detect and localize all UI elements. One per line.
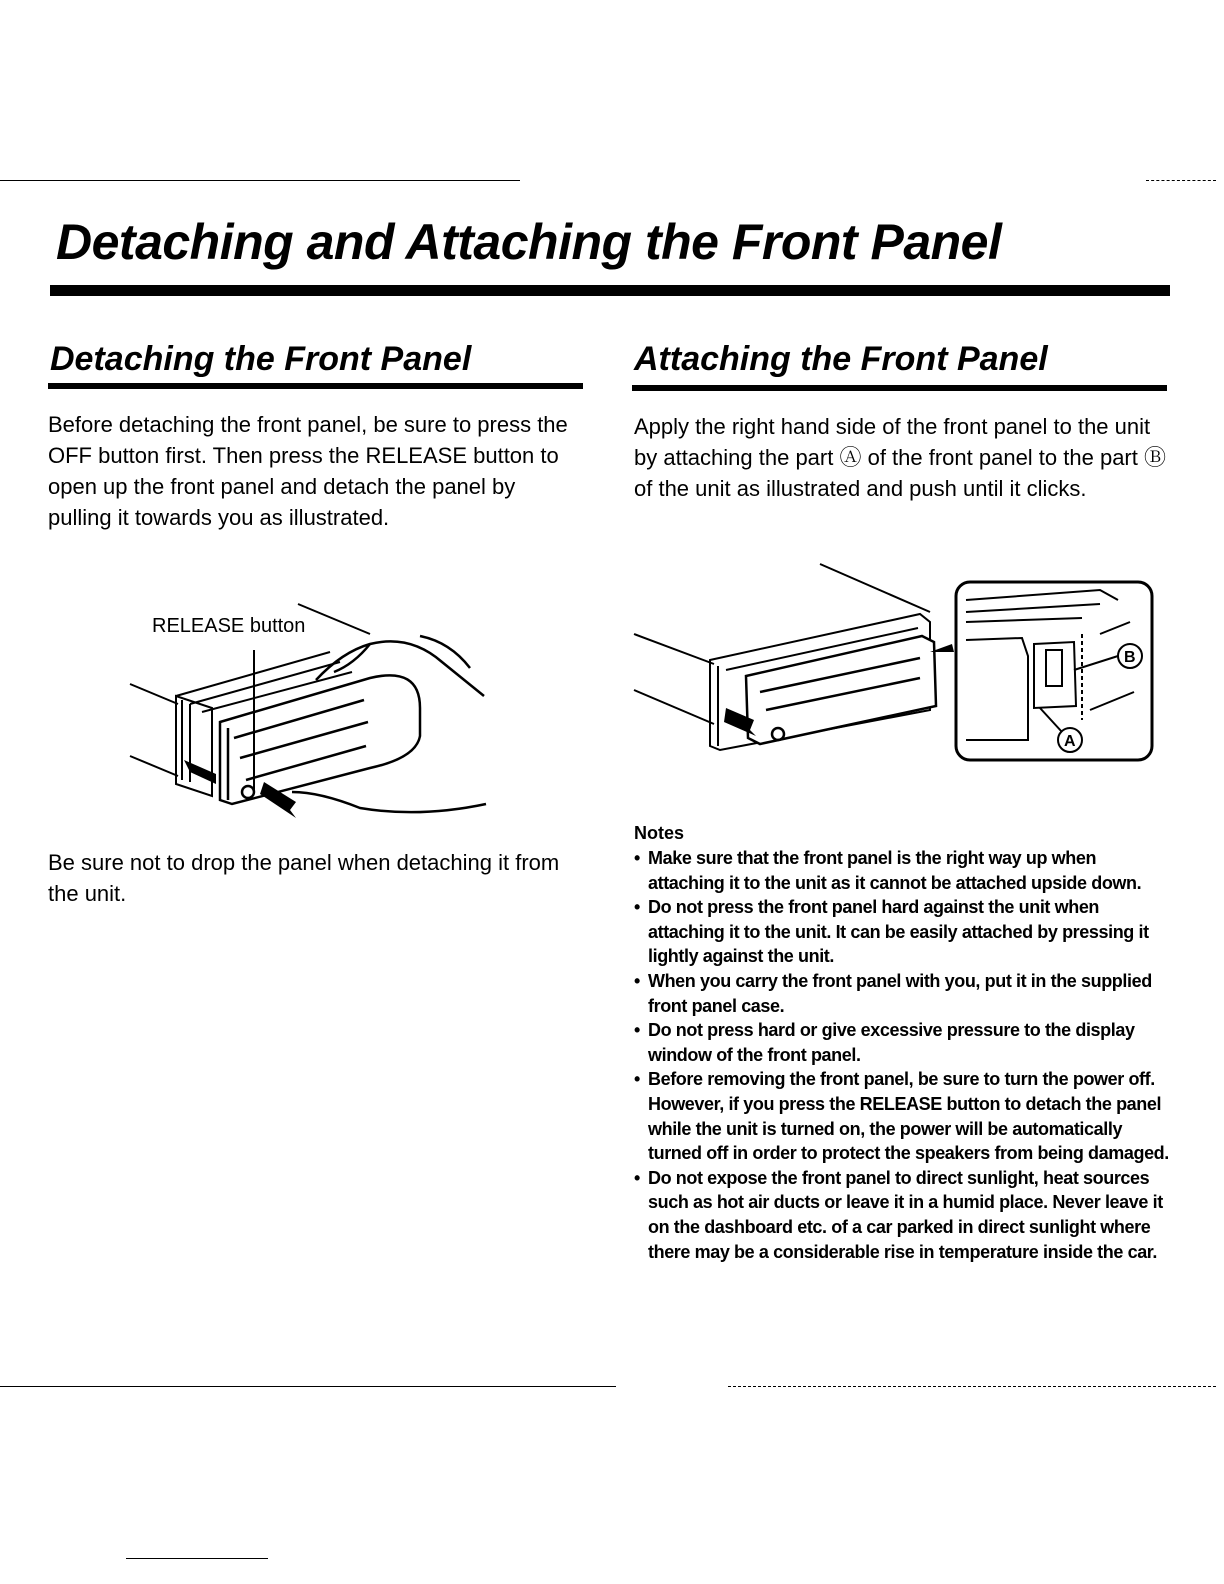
page-title: Detaching and Attaching the Front Panel <box>56 214 1002 270</box>
bottom-rule-right <box>728 1386 1216 1387</box>
front-panel <box>220 675 420 804</box>
attaching-heading-rule <box>632 385 1167 391</box>
bottom-rule-left <box>0 1386 616 1387</box>
list-item: • Do not expose the front panel to direct sunlight, heat sources such as hot air ducts or leave it in a humid place. Never leave it on the dashboard etc. of a car parked in direct sunlight where there may be a considerable rise in temperature inside the car. <box>634 1166 1174 1264</box>
detach-illustration <box>120 596 500 836</box>
list-item: • Do not press the front panel hard against the unit when attaching it to the unit. It can be easily attached by pressing it lightly against the unit. <box>634 895 1174 969</box>
top-rule-left <box>0 180 520 181</box>
list-item: • When you carry the front panel with you, put it in the supplied front panel case. <box>634 969 1174 1018</box>
list-item: • Make sure that the front panel is the right way up when attaching it to the unit as it cannot be attached upside down. <box>634 846 1174 895</box>
detaching-heading: Detaching the Front Panel <box>50 340 472 378</box>
notes-title: Notes <box>634 823 685 843</box>
attach-illustration <box>630 560 1160 770</box>
callout-a-label: A <box>1064 733 1076 750</box>
list-item: • Do not press hard or give excessive pressure to the display window of the front panel. <box>634 1018 1174 1067</box>
top-rule-right <box>1146 180 1216 181</box>
notes-list <box>634 846 1174 1264</box>
attaching-heading: Attaching the Front Panel <box>634 340 1048 378</box>
detaching-instructions: Before detaching the front panel, be sure to press the OFF button first. Then press the RELEASE button to open up the front panel and detach the panel by pulling it towards you as illustrated. <box>48 412 568 530</box>
detaching-caution: Be sure not to drop the panel when detaching it from the unit. <box>48 850 560 906</box>
list-item: • Before removing the front panel, be sure to turn the power off. However, if you press the RELEASE button to detach the panel while the unit is turned on, the power will be automatically turned off in order to protect the speakers from being damaged. <box>634 1067 1174 1165</box>
detaching-heading-rule <box>48 383 583 389</box>
release-button-label: RELEASE button <box>152 615 306 637</box>
attaching-instructions: Apply the right hand side of the front panel to the unit by attaching the part Ⓐ of the front panel to the part Ⓑ of the unit as illustrated and push until it clicks. <box>634 414 1166 501</box>
footer-rule <box>126 1558 268 1559</box>
title-rule <box>50 285 1170 296</box>
detail-inset <box>956 582 1152 760</box>
callout-b-label: B <box>1124 649 1136 666</box>
